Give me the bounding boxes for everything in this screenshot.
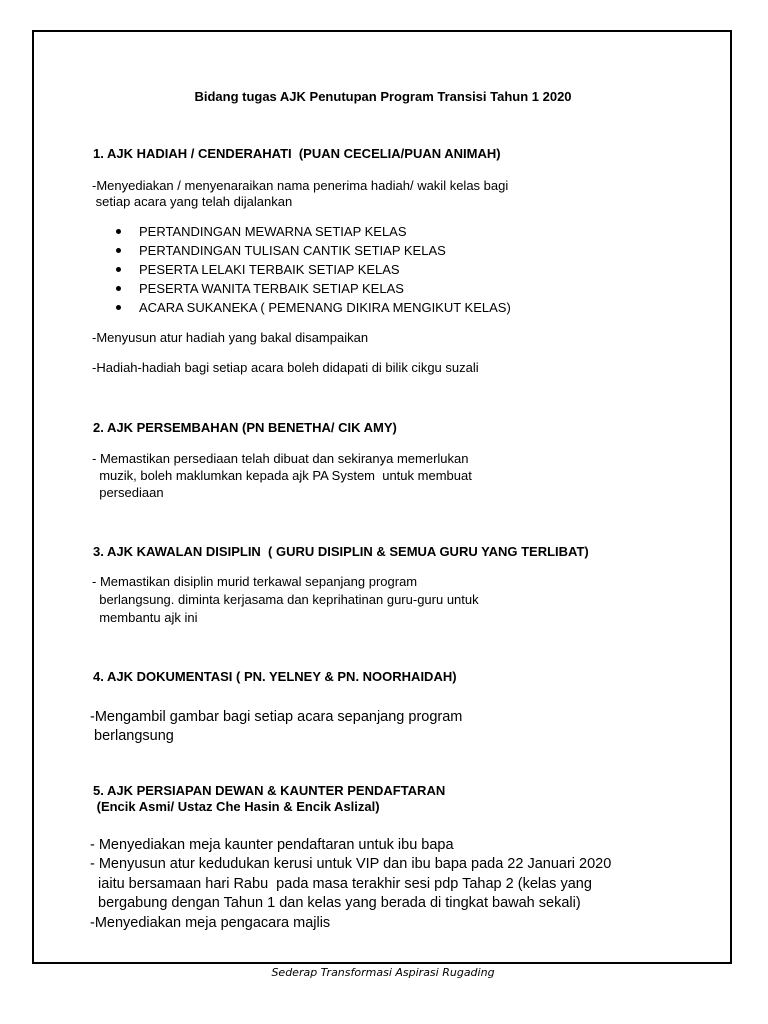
bullet-dot bbox=[116, 305, 121, 310]
section-5-line: - Menyediakan meja kaunter pendaftaran untuk ibu bapa bbox=[90, 837, 454, 853]
section-2-heading: 2. AJK PERSEMBAHAN (PN BENETHA/ CIK AMY) bbox=[93, 420, 397, 435]
section-5-heading: 5. AJK PERSIAPAN DEWAN & KAUNTER PENDAFTARAN bbox=[93, 783, 446, 798]
section-5-line: -Menyediakan meja pengacara majlis bbox=[90, 915, 331, 931]
bullet-dot bbox=[116, 286, 121, 291]
section-5-line: bergabung dengan Tahun 1 dan kelas yang berada di tingkat bawah sekali) bbox=[90, 895, 581, 911]
section-4-heading: 4. AJK DOKUMENTASI ( PN. YELNEY & PN. NOORHAIDAH) bbox=[93, 669, 457, 684]
bullet-dot bbox=[116, 248, 121, 253]
section-2-line: - Memastikan persediaan telah dibuat dan sekiranya memerlukan bbox=[92, 451, 469, 466]
section-4-line: berlangsung bbox=[90, 728, 174, 744]
footer-motto: Sederap Transformasi Aspirasi Rugading bbox=[271, 966, 495, 979]
bullet-item: PERTANDINGAN MEWARNA SETIAP KELAS bbox=[139, 224, 407, 239]
section-3-line: berlangsung. diminta kerjasama dan keprihatinan guru-guru untuk bbox=[92, 592, 479, 607]
section-5-line: - Menyusun atur kedudukan kerusi untuk VIP dan ibu bapa pada 22 Januari 2020 bbox=[90, 856, 612, 872]
section-3-line: - Memastikan disiplin murid terkawal sepanjang program bbox=[92, 574, 418, 589]
section-1-line: setiap acara yang telah dijalankan bbox=[92, 194, 293, 209]
section-3-heading: 3. AJK KAWALAN DISIPLIN ( GURU DISIPLIN & SEMUA GURU YANG TERLIBAT) bbox=[93, 544, 589, 559]
bullet-item: ACARA SUKANEKA ( PEMENANG DIKIRA MENGIKUT KELAS) bbox=[139, 300, 511, 315]
section-2-line: persediaan bbox=[92, 485, 164, 500]
bullet-item: PESERTA WANITA TERBAIK SETIAP KELAS bbox=[139, 281, 404, 296]
section-5-subheading: (Encik Asmi/ Ustaz Che Hasin & Encik Aslizal) bbox=[93, 799, 380, 814]
section-5-line: iaitu bersamaan hari Rabu pada masa terakhir sesi pdp Tahap 2 (kelas yang bbox=[90, 876, 592, 892]
section-1-line: -Menyusun atur hadiah yang bakal disampaikan bbox=[92, 330, 369, 345]
section-3-line: membantu ajk ini bbox=[92, 610, 198, 625]
document-title: Bidang tugas AJK Penutupan Program Transisi Tahun 1 2020 bbox=[194, 89, 572, 104]
bullet-dot bbox=[116, 267, 121, 272]
section-4-line: -Mengambil gambar bagi setiap acara sepanjang program bbox=[90, 709, 463, 725]
section-1-heading: 1. AJK HADIAH / CENDERAHATI (PUAN CECELIA/PUAN ANIMAH) bbox=[93, 146, 501, 161]
section-2-line: muzik, boleh maklumkan kepada ajk PA System untuk membuat bbox=[92, 468, 472, 483]
bullet-item: PESERTA LELAKI TERBAIK SETIAP KELAS bbox=[139, 262, 400, 277]
bullet-dot bbox=[116, 229, 121, 234]
section-1-line: -Hadiah-hadiah bagi setiap acara boleh didapati di bilik cikgu suzali bbox=[92, 360, 479, 375]
bullet-item: PERTANDINGAN TULISAN CANTIK SETIAP KELAS bbox=[139, 243, 446, 258]
section-1-line: -Menyediakan / menyenaraikan nama penerima hadiah/ wakil kelas bagi bbox=[92, 178, 509, 193]
